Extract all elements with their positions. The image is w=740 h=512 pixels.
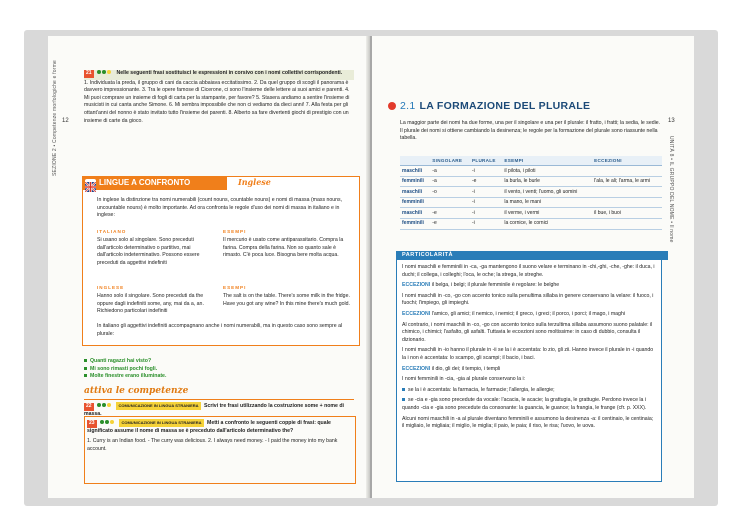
side-label-left: SEZIONE 2 • Competenze morfologiche e forme: [52, 60, 58, 176]
exercise-prompt: Nelle seguenti frasi sostituisci le espressioni in corsivo con i nomi collettivi corrispondenti.: [116, 70, 343, 76]
rule-paragraph: Al contrario, i nomi maschili in -co, -go con accento tonico sulla terzultima sillaba assumono suono palatale: il chimico, i chimici; l'asfalto, gli asfalti. Tuttavia le eccezioni sono moltissime: in caso di dubbio, consulta il dizionario.: [402, 321, 653, 343]
difficulty-dots-icon: [97, 403, 112, 411]
competenze-title: attiva le competenze: [84, 386, 189, 396]
lingue-list: [84, 358, 284, 381]
table-header: [400, 156, 430, 166]
left-page: [48, 36, 370, 498]
lingue-subtitle: Inglese: [238, 177, 271, 187]
exercise-23-box: [84, 416, 356, 484]
rule-paragraph: I nomi maschili in -io hanno il plurale in -ii se la i è accentata: lo zio, gli zii. Hanno invece il plurale in -i quando la i non è accentata: lo scampo, gli scampi; il bacio, i baci.: [402, 347, 654, 361]
exercise-body: 1. Curry is an Indian food. - The curry was delicious. 2. I always need money. - I paid the money into my bank account.: [87, 438, 338, 452]
rule-paragraph: I nomi femminili in -cia, -gia al plurale conservano la i:: [402, 376, 526, 383]
table-row: maschili -e -i il verme, i vermi il bue, i buoi: [400, 208, 662, 219]
col-head-inglese: INGLESE: [97, 285, 125, 290]
table-header-row: [400, 156, 662, 166]
list-item: Mi sono rimasti pochi fogli.: [84, 366, 284, 374]
exercise-number: 23: [89, 420, 95, 426]
particolarita-header: PARTICOLARITÀ: [396, 251, 668, 260]
exception-line: ECCEZIONI il dio, gli dei; il tempio, i templi: [402, 365, 501, 372]
plural-table: [400, 156, 662, 230]
exercise-21: [84, 70, 354, 125]
rule-paragraph: Alcuni nomi maschili in -a al plurale diventano femminili e assumono la desinenza -a: il centinaio, le centinaia; il migliaio, le migliaia; il miglio, le miglia; il paio, le paia; il riso, le risa; l'uovo, le uova.: [402, 415, 654, 430]
col-head-esempi-2: ESEMPI: [223, 285, 247, 290]
exercise-number: 22: [86, 403, 92, 409]
examples-inglese: The salt is on the table. There's some milk in the fridge. Have you got any wine? In this mine there's much gold.: [223, 293, 351, 307]
exercise-number: 21: [86, 70, 92, 76]
lingue-outro: In italiano gli aggettivi indefiniti accompagnano anche i nomi numerabili, ma in questo caso sono sempre al plurale:: [97, 323, 343, 337]
rule-paragraph: I nomi maschili in -co, -go con accento tonico sulla penultima sillaba in genere conservano la velare: il fuoco, i fuochi; l'impiego, gli impieghi.: [402, 292, 654, 307]
rule-paragraph: I nomi maschili e femminili in -ca, -ga mantengono il suono velare e terminano in -chi,-ghi, -che, -ghe: il duca, i duchi; il collega, i colleghi; l'oca, le oche; la strega, le streghe.: [402, 264, 655, 278]
list-item: Quanti ragazzi hai visto?: [84, 358, 284, 366]
examples-italiano: Il mercurio è usato come antiparassitario. Compra la farina. Compra della farina. Non so quanto sale è rimasto. C'è poca luce. Bisogna bere molta acqua.: [223, 237, 344, 259]
col-head-esempi: ESEMPI: [223, 229, 247, 234]
uk-flag-icon: [85, 179, 96, 189]
rule-inglese: Hanno solo il singolare. Sono preceduti da the oppure dagli indefiniti some, any, mai da a, an. Richiedono particolari indefiniti: [97, 293, 204, 315]
col-head-italiano: ITALIANO: [97, 229, 127, 234]
bullet-item: se la i è accentata: la farmacia, le farmacie; l'allergia, le allergie;: [402, 387, 656, 395]
table-header: PLURALE: [470, 156, 502, 166]
table-row: femminili -i la mano, le mani: [400, 197, 662, 208]
list-item: Molte finestre erano illuminate.: [84, 373, 284, 381]
skill-tag: COMUNICAZIONE IN LINGUA STRANIERA: [121, 420, 202, 425]
table-header: SINGOLARE: [430, 156, 470, 166]
section-title: [400, 100, 590, 112]
section-title-text: LA FORMAZIONE DEL PLURALE: [419, 100, 591, 112]
exception-line: ECCEZIONI il belga, i belgi; il plurale femminile è regolare: le belghe: [402, 282, 560, 289]
bullet-item: se -cia e -gia sono precedute da vocale: l'acacia, le acacie; la grattugia, le grattugie. Perdono invece la i quando -cia e -gia sono precedute da consonante: la guancia, le guance; la frangia, le frange (cfr. p. XXX).: [402, 397, 647, 411]
right-page: [372, 36, 694, 498]
competenze-rule: [84, 399, 354, 400]
table-header: ESEMPI: [502, 156, 592, 166]
table-row: maschili -a -i il pilota, i piloti: [400, 166, 662, 177]
page-number-right: 13: [668, 118, 675, 124]
table-row: maschili -o -i il vento, i venti; l'uomo, gli uomini: [400, 187, 662, 198]
skill-tag: COMUNICAZIONE IN LINGUA STRANIERA: [118, 403, 199, 408]
table-row: femminili -e -i la cornice, le cornici: [400, 218, 662, 229]
section-bullet-icon: [388, 102, 396, 110]
lingue-title: LINGUE A CONFRONTO: [83, 176, 227, 190]
difficulty-dots-icon: [100, 420, 115, 428]
particolarita-box: [396, 260, 662, 482]
section-index: 2.1: [400, 100, 416, 112]
page-number-left: 12: [62, 118, 69, 124]
lingue-intro: In inglese la distinzione tra nomi numerabili (count nouns, countable nouns) e nomi di massa (mass nouns, uncountable nouns) è molto importante. Ad ora confronta le regole d'uso dei nomi di massa in italiano e in inglese:: [97, 197, 343, 219]
table-row: femminili -a -e la burla, le burle l'ala, le ali; l'arma, le armi: [400, 176, 662, 187]
exercise-body: 1. Individuata la preda, il gruppo di cani da caccia abbaiava eccitatissimo. 2. Da quel gruppo di scogli il panorama è davvero impressionante. 3. Tra le opere famose di Cicerone, ci sono l'insieme delle lettere ai suoi amici e parenti. 4. Mi puoi comprare un insieme di fogli di carta per la stampante, per favore? 5. Stasera andiamo a sentire l'insieme di musicisti in cui canta anche Simone. 6. Mi sembra impossibile che non ci vediamo da dieci anni! 7. Alla festa per gli ottant'anni del nonno è stato invitato tutto l'insieme dei parenti. 8. Alberto sa fare divertenti giochi di prestigio con un insieme di carte da gioco.: [84, 79, 350, 124]
exception-line: ECCEZIONI l'amico, gli amici; il nemico, i nemici; il greco, i greci; il porco, i porci; il mago, i maghi: [402, 310, 625, 317]
rule-italiano: Si usano solo al singolare. Sono preceduti dall'articolo determinativo o partitivo, mai dall'articolo indeterminativo. Possono essere preceduti da aggettivi indefiniti: [97, 237, 200, 266]
exercise-text: Scrivi tre frasi utilizzando la costruzione some + nome di massa.: [84, 403, 344, 417]
lingue-a-confronto-box: [82, 176, 360, 346]
difficulty-dots-icon: [97, 70, 112, 78]
section-intro: La maggior parte dei nomi ha due forme, una per il singolare e una per il plurale: il fratto, i fratti; la sedia, le sedie. Il plurale dei nomi si ottiene cambiando la desinenza; le regole per la formazione del plurale sono riassunte nella tabella.: [400, 120, 661, 142]
table-header: ECCEZIONI: [592, 156, 662, 166]
exercise-text: Metti a confronto le seguenti coppie di frasi: quale significato assume il nome di massa se è preceduto dall'articolo determinativo the?: [87, 420, 331, 434]
side-label-right: UNITÀ 8 • IL GRUPPO DEL NOME • Il nome: [668, 136, 674, 243]
